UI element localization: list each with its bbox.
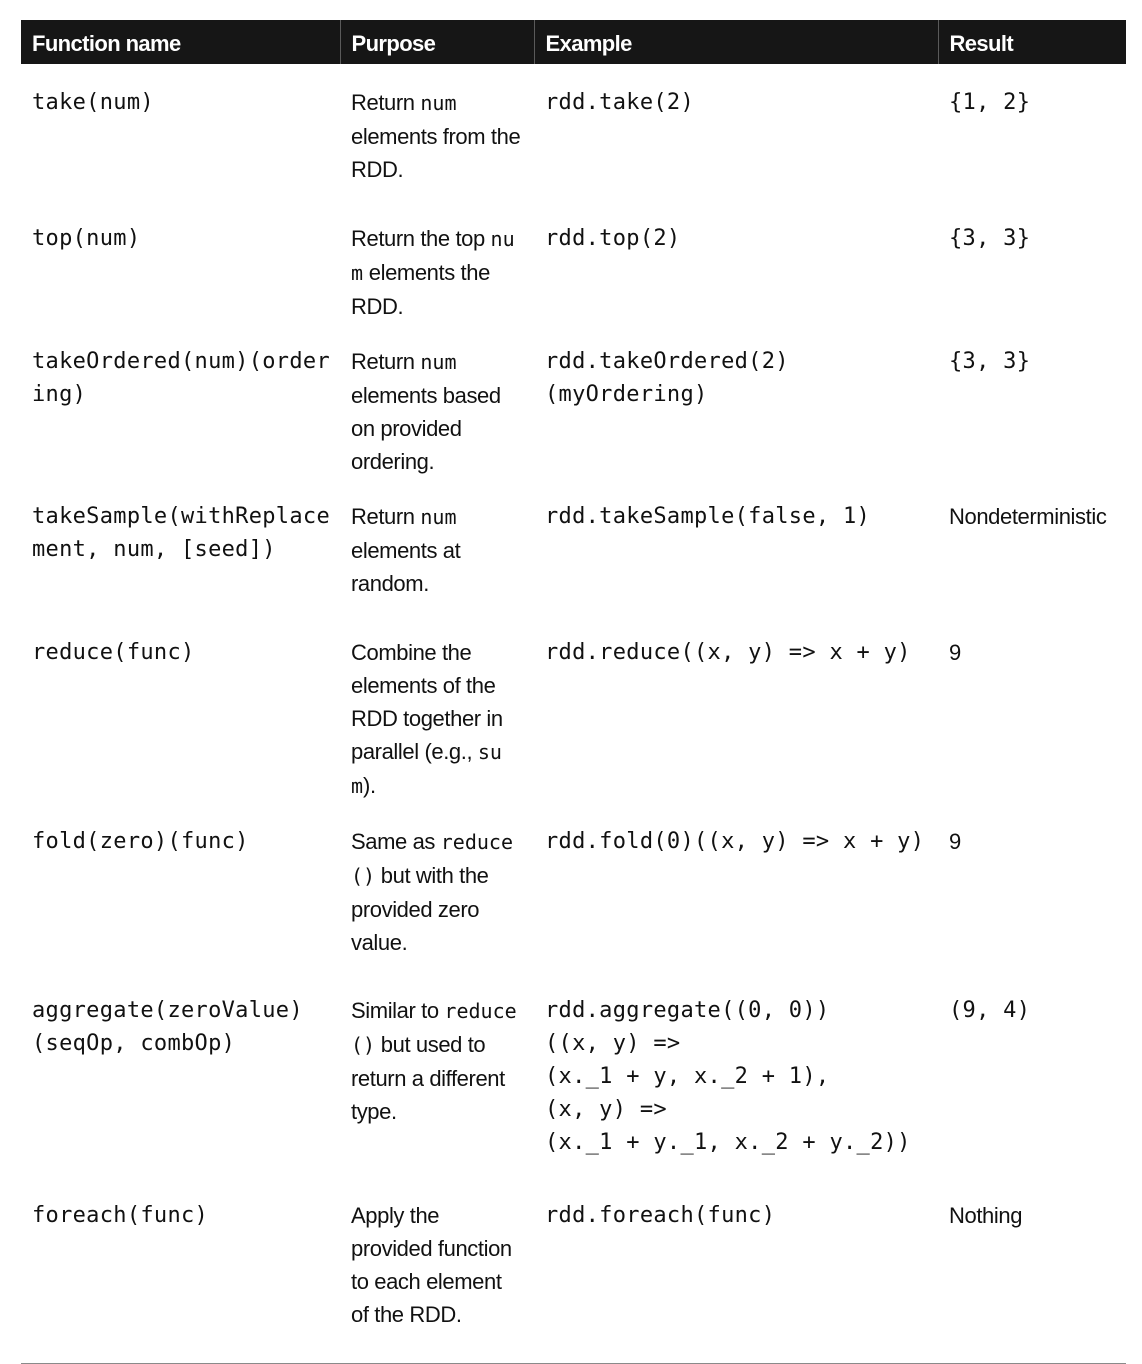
table-row xyxy=(21,803,1126,972)
header-result: Result xyxy=(938,20,1126,64)
purpose-text-fragment: ). xyxy=(363,773,376,798)
header-purpose: Purpose xyxy=(340,20,534,64)
table-row xyxy=(21,614,1126,803)
rdd-actions-table xyxy=(21,20,1126,1364)
table-body xyxy=(21,64,1126,1363)
purpose-code-fragment: reduce() xyxy=(351,830,513,888)
table-header xyxy=(21,20,1126,64)
cell-result: Nondeterministic xyxy=(949,504,1107,529)
cell-function-name: reduce(func) xyxy=(32,640,195,665)
cell-purpose xyxy=(340,1177,534,1363)
cell-purpose xyxy=(340,614,534,803)
purpose-code-fragment: num xyxy=(420,91,457,115)
cell-function-name: aggregate(zeroValue) (seqOp, combOp) xyxy=(32,998,303,1056)
table-row xyxy=(21,1177,1126,1363)
cell-purpose xyxy=(340,200,534,323)
purpose-text-fragment: Return xyxy=(351,90,421,115)
purpose-text-fragment: Same as xyxy=(351,829,441,854)
cell-purpose xyxy=(340,64,534,200)
table-row xyxy=(21,200,1126,323)
cell-result: {1, 2} xyxy=(949,90,1031,115)
cell-function-name: takeOrdered(num)(ordering) xyxy=(32,349,330,407)
table-row xyxy=(21,64,1126,200)
cell-purpose xyxy=(340,972,534,1177)
purpose-text-fragment: Combine the elements of the RDD together in parallel (e.g., xyxy=(351,640,503,764)
cell-result: 9 xyxy=(949,829,961,854)
cell-result: (9, 4) xyxy=(949,998,1031,1023)
table-row xyxy=(21,972,1126,1177)
cell-function-name: takeSample(withReplacement, num, [seed]) xyxy=(32,504,330,562)
purpose-text-fragment: but with the provided zero value. xyxy=(351,863,489,955)
purpose-code-fragment: num xyxy=(420,350,457,374)
purpose-text-fragment: Return xyxy=(351,504,421,529)
cell-result: Nothing xyxy=(938,1177,1126,1363)
cell-example: rdd.take(2) xyxy=(545,90,694,115)
cell-result: {3, 3} xyxy=(949,349,1031,374)
cell-purpose xyxy=(340,478,534,614)
cell-example: rdd.takeSample(false, 1) xyxy=(545,504,871,529)
purpose-text-fragment: Similar to xyxy=(351,998,445,1023)
cell-purpose xyxy=(340,323,534,478)
cell-function-name: top(num) xyxy=(32,226,141,251)
cell-example: rdd.fold(0)((x, y) => x + y) xyxy=(545,829,925,854)
purpose-text-fragment: Return the top xyxy=(351,226,491,251)
purpose-code-fragment: sum xyxy=(351,740,502,798)
cell-function-name: take(num) xyxy=(32,90,154,115)
cell-result: 9 xyxy=(949,640,961,665)
cell-example: rdd.aggregate((0, 0)) ((x, y) => (x._1 + y, x._2 + 1), (x, y) => (x._1 + y._1, x._2 + y._2)) xyxy=(545,998,911,1155)
purpose-text-fragment: elements the RDD. xyxy=(351,260,490,319)
purpose-text-fragment: Return xyxy=(351,349,421,374)
cell-example: rdd.foreach(func) xyxy=(534,1177,938,1363)
cell-example: rdd.reduce((x, y) => x + y) xyxy=(545,640,911,665)
purpose-text-fragment: elements based on provided ordering. xyxy=(351,383,501,474)
cell-example: rdd.top(2) xyxy=(545,226,681,251)
header-function-name: Function name xyxy=(21,20,340,64)
header-example: Example xyxy=(534,20,938,64)
table-row xyxy=(21,478,1126,614)
header-row xyxy=(21,20,1126,64)
purpose-text-fragment: elements at random. xyxy=(351,538,461,596)
purpose-code-fragment: num xyxy=(420,505,457,529)
purpose-text-fragment: elements from the RDD. xyxy=(351,124,521,182)
purpose-text-fragment: but used to return a different type. xyxy=(351,1032,505,1124)
cell-purpose xyxy=(340,803,534,972)
cell-result: {3, 3} xyxy=(949,226,1031,251)
cell-example: rdd.takeOrdered(2) (myOrdering) xyxy=(545,349,789,407)
cell-function-name: fold(zero)(func) xyxy=(32,829,249,854)
purpose-code-fragment: num xyxy=(351,227,515,285)
cell-function-name: foreach(func) xyxy=(21,1177,340,1363)
purpose-text-fragment: Apply the provided function to each element of the RDD. xyxy=(351,1203,512,1327)
purpose-code-fragment: reduce() xyxy=(351,999,517,1057)
table-row xyxy=(21,323,1126,478)
